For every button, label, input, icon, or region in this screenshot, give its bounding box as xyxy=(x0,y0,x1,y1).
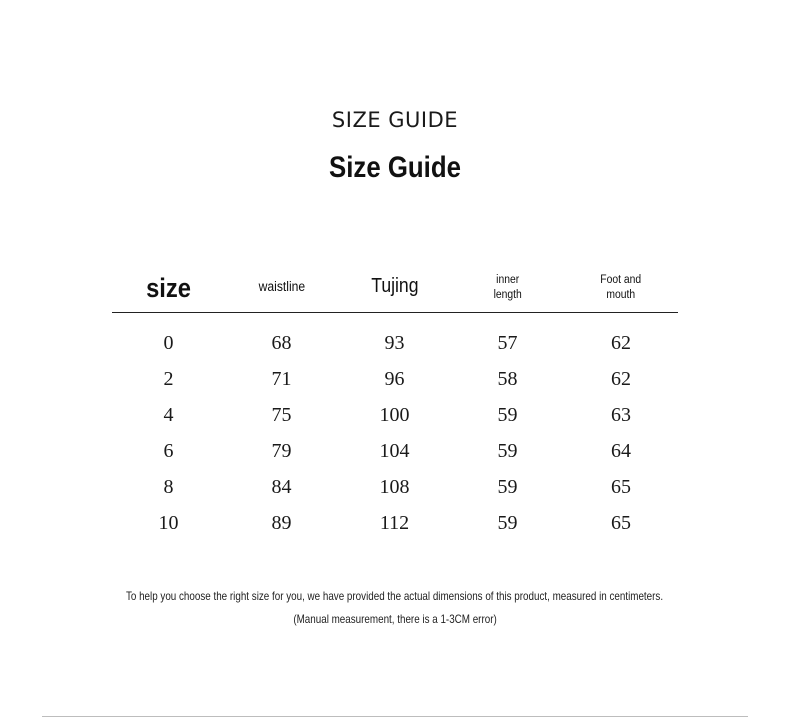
column-header-inner-length xyxy=(451,258,564,313)
column-header-waistline-label: waistline xyxy=(258,279,305,295)
table-cell-tujing: 93 xyxy=(384,331,405,354)
table-body xyxy=(112,313,678,542)
column-header-waistline xyxy=(225,258,338,313)
table-cell-waistline: 84 xyxy=(271,475,292,498)
table-cell-size: 2 xyxy=(163,367,174,390)
column-header-foot-mouth-label: Foot and mouth xyxy=(600,274,642,301)
table-cell-tujing: 108 xyxy=(379,475,410,498)
table-cell-tujing: 104 xyxy=(379,439,410,462)
page-title: Size Guide xyxy=(329,151,461,184)
table-cell-inner-length: 59 xyxy=(497,511,518,534)
column-header-tujing-label: Tujing xyxy=(370,275,419,297)
table-row xyxy=(112,313,678,362)
table-cell-waistline: 79 xyxy=(271,439,292,462)
table-cell-size: 6 xyxy=(163,439,174,462)
table-row xyxy=(112,433,678,469)
measurement-note-text: To help you choose the right size for you, we have provided the actual dimensions of this product, measured in centimeters. xyxy=(126,589,664,603)
table-cell-inner-length: 58 xyxy=(497,367,518,390)
table-cell-size: 10 xyxy=(158,511,179,534)
bottom-divider xyxy=(42,716,748,717)
table-row xyxy=(112,397,678,433)
table-cell-size: 8 xyxy=(163,475,174,498)
table-header xyxy=(112,258,678,313)
table-cell-inner-length: 57 xyxy=(497,331,518,354)
table-cell-foot-mouth: 63 xyxy=(611,403,631,426)
table-cell-inner-length: 59 xyxy=(497,475,518,498)
table-row xyxy=(112,469,678,505)
column-header-inner-length-label: inner length xyxy=(493,274,522,301)
error-note xyxy=(0,612,790,626)
table-row xyxy=(112,505,678,541)
column-header-size xyxy=(112,258,225,313)
column-header-foot-mouth xyxy=(564,258,678,313)
table-cell-foot-mouth: 65 xyxy=(611,475,631,498)
error-note-text: (Manual measurement, there is a 1-3CM error) xyxy=(293,612,497,626)
table-cell-foot-mouth: 64 xyxy=(611,439,631,462)
table-cell-inner-length: 59 xyxy=(497,439,518,462)
page-title-upper: SIZE GUIDE xyxy=(331,108,459,132)
size-table xyxy=(112,258,678,541)
column-header-size-label: size xyxy=(146,273,191,304)
table-cell-inner-length: 59 xyxy=(497,403,518,426)
table-cell-waistline: 89 xyxy=(271,511,292,534)
header-row xyxy=(112,258,678,313)
table-row xyxy=(112,361,678,397)
table-cell-size: 0 xyxy=(163,331,174,354)
table-cell-tujing: 112 xyxy=(379,511,410,534)
column-header-tujing xyxy=(338,258,451,313)
table-cell-foot-mouth: 62 xyxy=(611,367,631,390)
table-cell-foot-mouth: 65 xyxy=(611,511,631,534)
table-cell-size: 4 xyxy=(163,403,174,426)
table-cell-tujing: 96 xyxy=(384,367,405,390)
table-cell-waistline: 68 xyxy=(271,331,292,354)
measurement-note xyxy=(0,589,790,603)
table-cell-foot-mouth: 62 xyxy=(611,331,631,354)
table-cell-tujing: 100 xyxy=(379,403,410,426)
table-cell-waistline: 75 xyxy=(271,403,292,426)
table-cell-waistline: 71 xyxy=(271,367,292,390)
